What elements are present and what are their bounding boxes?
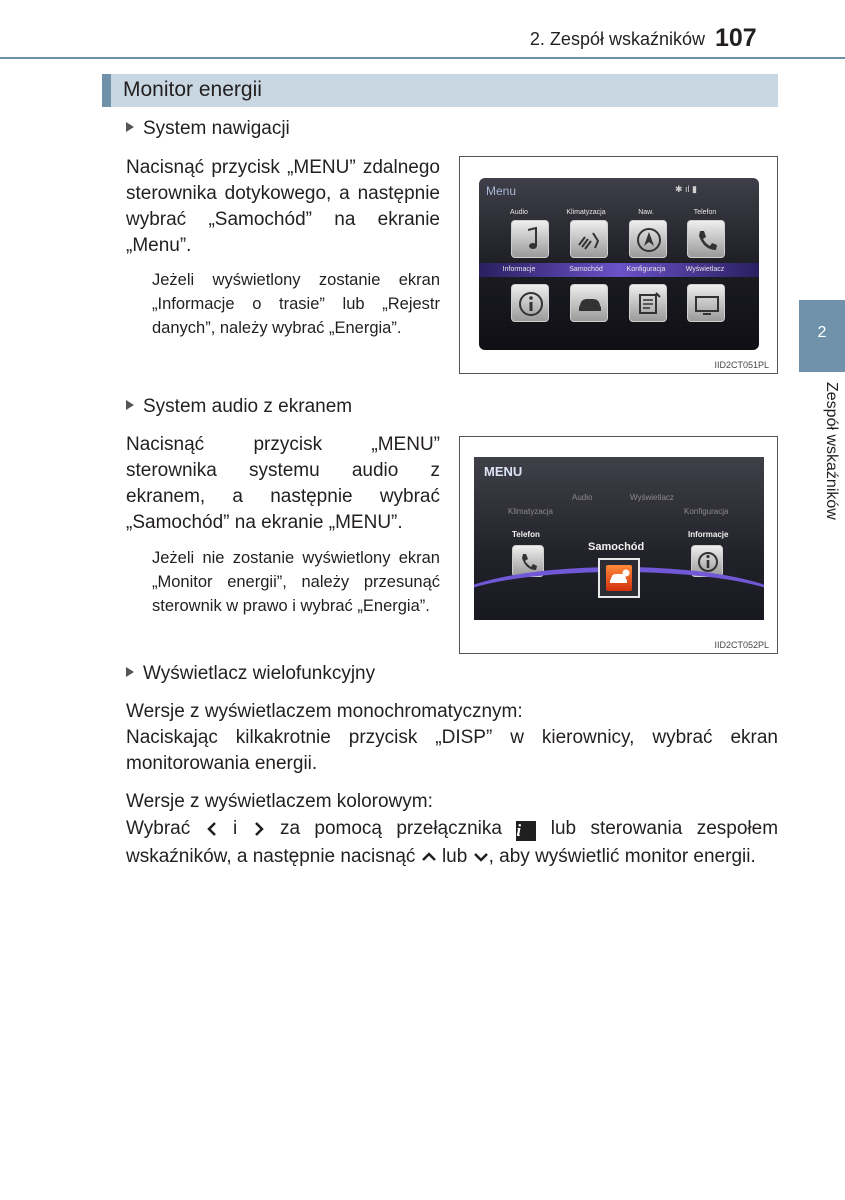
nav-menu-screen — [479, 178, 759, 350]
audio-instruction: Nacisnąć przycisk „MENU” sterownika systemu audio z ekranem, a następnie wybrać „Samochód” na ekranie „MENU”. — [126, 434, 440, 533]
color-heading: Wersje z wyświetlaczem kolorowym: — [126, 791, 433, 812]
audio-menu-screen — [474, 457, 764, 620]
mono-instruction: Naciskając kilkakrotnie przycisk „DISP” w kierownicy, wybrać ekran monitorowania energii. — [126, 727, 778, 774]
menu-label-display: Wyświetlacz — [630, 493, 674, 502]
figure-navigation-menu — [459, 156, 778, 374]
color-text-1: Wybrać — [126, 818, 191, 839]
color-text-4: lub sterowania zespołem wskaźników, a następnie nacisnąć — [126, 818, 779, 867]
mono-heading: Wersje z wyświetlaczem monochromatycznym: — [126, 701, 523, 722]
menu-label-car: Samochód — [588, 541, 645, 553]
menu-label-settings: Konfiguracja — [684, 507, 729, 516]
chapter-tab — [799, 300, 845, 372]
bullet-multi-display-label: Wyświetlacz wielofunkcyjny — [143, 663, 376, 684]
settings-list-icon — [629, 284, 667, 322]
chapter-side-label: Zespół wskaźników — [823, 382, 840, 520]
nav-note: Jeżeli wyświetlony zostanie ekran „Informacje o trasie” lub „Rejestr danych”, należy wybrać „Energia”. — [152, 271, 440, 337]
bullet-audio-label: System audio z ekranem — [143, 396, 353, 417]
car-icon — [570, 284, 608, 322]
color-text-5: lub — [441, 846, 468, 867]
figure-code: IID2CT051PL — [714, 360, 769, 370]
chapter-tab-number: 2 — [817, 324, 827, 341]
nav-instruction: Nacisnąć przycisk „MENU” zdalnego sterownika dotykowego, a następnie wybrać „Samochód” na ekranie „Menu”. — [126, 157, 440, 256]
phone-icon — [687, 220, 725, 258]
section-title: Monitor energii — [123, 78, 262, 101]
color-instruction — [126, 815, 778, 871]
menu-label-display: Wyświetlacz — [685, 266, 725, 273]
climate-icon — [570, 220, 608, 258]
bullet-triangle-icon — [126, 122, 134, 132]
audio-note: Jeżeli nie zostanie wyświetlony ekran „Monitor energii”, należy przesunąć sterownik w prawo i wybrać „Energia”. — [152, 549, 440, 615]
info-icon — [511, 284, 549, 322]
menu-label-settings: Konfiguracja — [626, 266, 666, 273]
menu-label-audio: Audio — [572, 493, 593, 502]
chevron-down-icon — [473, 851, 489, 863]
chapter-header: 2. Zespół wskaźników — [529, 29, 705, 49]
color-text-3: za pomocą przełącznika — [279, 818, 502, 839]
header-rule — [0, 57, 845, 59]
menu-label-phone: Telefon — [693, 209, 717, 216]
menu-label-navigation: Naw. — [638, 209, 654, 216]
figure-code: IID2CT052PL — [714, 640, 769, 650]
section-title-bar — [102, 74, 778, 107]
menu-label-phone: Telefon — [512, 530, 540, 539]
menu-label-climate: Klimatyzacja — [566, 209, 606, 216]
menu-label-car: Samochód — [569, 266, 603, 273]
bullet-multi-display — [126, 663, 375, 685]
bullet-navigation-label: System nawigacji — [143, 118, 290, 139]
chevron-left-icon — [205, 821, 219, 837]
navigation-icon — [629, 220, 667, 258]
screen-title: MENU — [484, 464, 523, 479]
music-note-icon — [511, 220, 549, 258]
color-text-6: , aby wyświetlić monitor energii. — [488, 846, 756, 867]
menu-label-info: Informacje — [502, 266, 536, 273]
chevron-up-icon — [421, 851, 437, 863]
chevron-right-icon — [252, 821, 266, 837]
bullet-triangle-icon — [126, 667, 134, 677]
selected-car-tile — [598, 558, 640, 598]
color-text-2: i — [232, 818, 238, 839]
screen-title: Menu — [486, 184, 517, 198]
info-button-icon: i — [516, 821, 536, 841]
menu-label-audio: Audio — [510, 209, 528, 216]
figure-audio-menu — [459, 436, 778, 654]
page-number: 107 — [715, 24, 757, 52]
menu-label-info: Informacje — [688, 530, 729, 539]
bullet-audio — [126, 396, 352, 418]
bullet-triangle-icon — [126, 400, 134, 410]
status-icons: ✱ ıl ▮ — [675, 184, 697, 194]
display-icon — [687, 284, 725, 322]
bullet-navigation — [126, 118, 290, 140]
menu-label-climate: Klimatyzacja — [508, 507, 553, 516]
car-energy-icon — [606, 565, 632, 591]
